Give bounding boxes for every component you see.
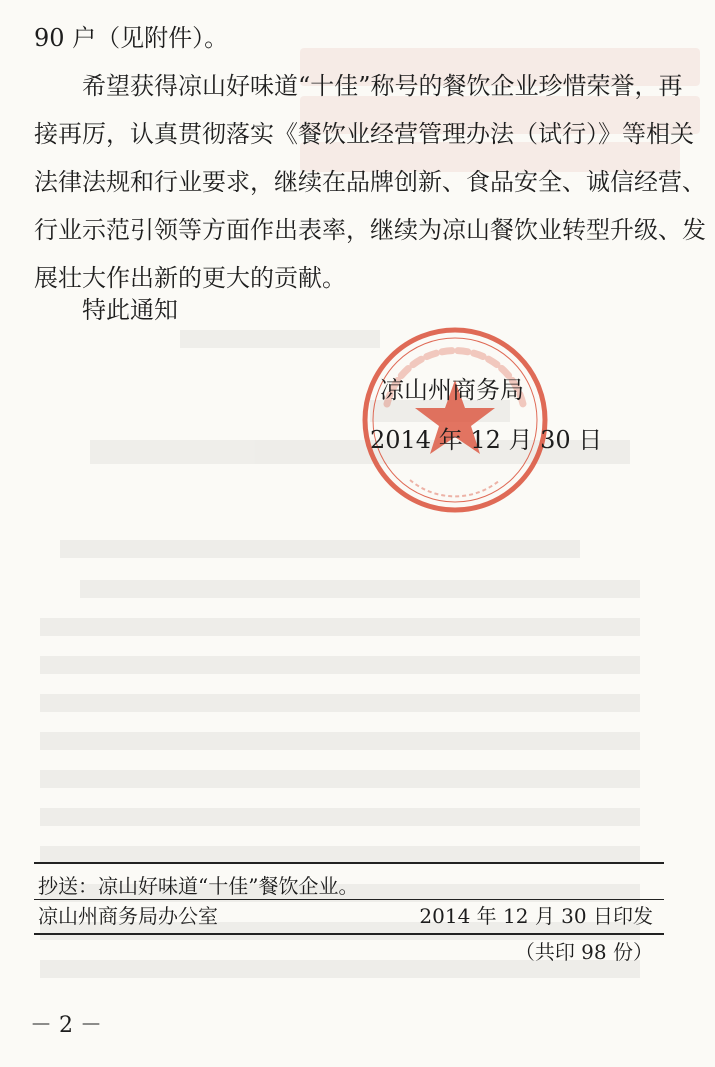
text-line: 接再厉，认真贯彻落实《餐饮业经营管理办法（试行）》等相关 [34, 120, 694, 148]
official-seal-icon [355, 320, 555, 520]
body-text-intro [34, 14, 666, 62]
signature-organization: 凉山州商务局 [380, 376, 524, 404]
print-date: 2014 年 12 月 30 日印发 [419, 904, 653, 928]
text-line: 法律法规和行业要求，继续在品牌创新、食品安全、诚信经营、 [34, 168, 706, 196]
text-line: 特此通知 [82, 296, 178, 324]
text-line: 90 户（见附件）。 [34, 24, 229, 52]
signature-date: 2014 年 12 月 30 日 [370, 426, 603, 454]
footer-rule-middle [34, 899, 664, 900]
notice-text [34, 286, 666, 334]
text-line: 展壮大作出新的更大的贡献。 [34, 264, 346, 292]
text-line: 希望获得凉山好味道“十佳”称号的餐饮企业珍惜荣誉，再 [82, 72, 683, 100]
body-paragraph [34, 62, 706, 302]
cc-line: 抄送：凉山好味道“十佳”餐饮企业。 [38, 874, 359, 898]
copies-count: （共印 98 份） [514, 940, 653, 964]
text-line: 行业示范引领等方面作出表率，继续为凉山餐饮业转型升级、发 [34, 216, 706, 244]
page-number: － 2 － [30, 1013, 102, 1038]
footer-rule-bottom [34, 933, 664, 935]
footer-rule-top [34, 862, 664, 864]
issuing-office: 凉山州商务局办公室 [38, 904, 218, 928]
